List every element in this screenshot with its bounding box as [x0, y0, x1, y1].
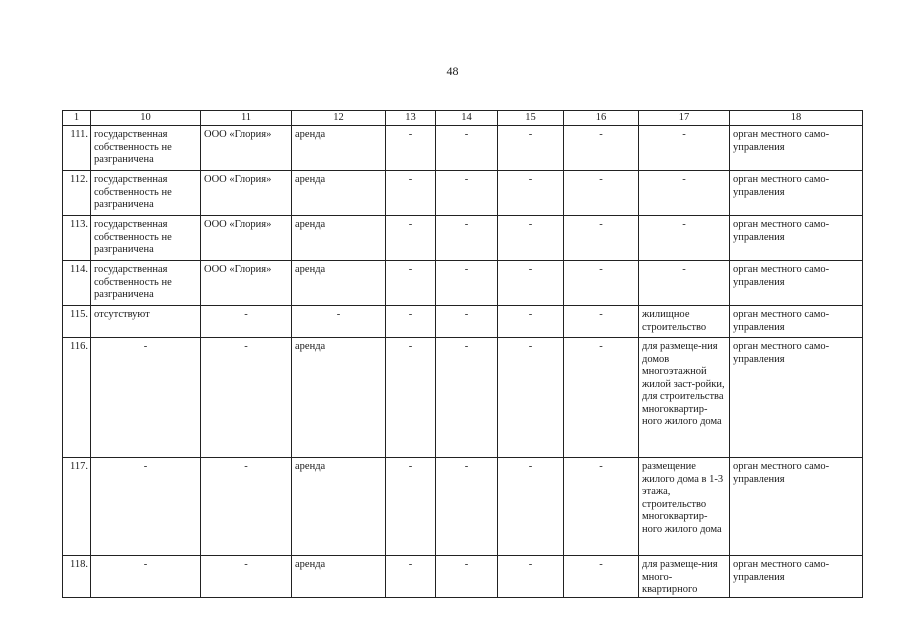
table-row — [63, 556, 863, 598]
table-cell: ООО «Глория» — [201, 261, 292, 306]
table-cell: - — [564, 458, 639, 556]
table-cell: ООО «Глория» — [201, 216, 292, 261]
column-header: 12 — [292, 111, 386, 126]
table-cell: государственная собственность не разграничена — [91, 261, 201, 306]
row-number: 116. — [63, 338, 91, 458]
table-cell: - — [436, 338, 498, 458]
table-cell: - — [436, 556, 498, 598]
row-number: 115. — [63, 306, 91, 338]
table-cell: - — [201, 338, 292, 458]
table-cell: - — [564, 126, 639, 171]
table-cell: аренда — [292, 126, 386, 171]
table-cell: - — [564, 171, 639, 216]
row-number: 111. — [63, 126, 91, 171]
table-cell: - — [436, 261, 498, 306]
table-cell: - — [386, 261, 436, 306]
table-row — [63, 126, 863, 171]
table-cell: - — [639, 171, 730, 216]
table-cell: орган местного само-управления — [730, 306, 863, 338]
table-cell: - — [498, 556, 564, 598]
column-header: 18 — [730, 111, 863, 126]
table-cell: - — [564, 306, 639, 338]
table-cell: - — [91, 556, 201, 598]
table-cell: - — [498, 458, 564, 556]
table-cell: орган местного само-управления — [730, 126, 863, 171]
table-cell: орган местного само-управления — [730, 556, 863, 598]
table-row — [63, 338, 863, 458]
table-cell: - — [436, 171, 498, 216]
column-header: 11 — [201, 111, 292, 126]
table-cell: - — [564, 338, 639, 458]
table-row — [63, 216, 863, 261]
row-number: 112. — [63, 171, 91, 216]
column-header: 13 — [386, 111, 436, 126]
table-cell: - — [201, 556, 292, 598]
table-cell: - — [498, 216, 564, 261]
table-cell: орган местного само-управления — [730, 261, 863, 306]
table-cell: - — [639, 126, 730, 171]
table-cell: ООО «Глория» — [201, 171, 292, 216]
header-row — [63, 111, 863, 126]
table-cell: - — [498, 126, 564, 171]
registry-table — [62, 110, 863, 598]
table-cell: - — [91, 458, 201, 556]
table-cell: государственная собственность не разграничена — [91, 126, 201, 171]
row-number: 113. — [63, 216, 91, 261]
table-cell: - — [436, 126, 498, 171]
table-cell: - — [498, 338, 564, 458]
table-cell: аренда — [292, 216, 386, 261]
row-number: 117. — [63, 458, 91, 556]
table-row — [63, 306, 863, 338]
table-cell: - — [498, 306, 564, 338]
page-number: 48 — [446, 64, 459, 78]
table-cell: размещение жилого дома в 1-3 этажа, строительство многоквартир-ного жилого дома — [639, 458, 730, 556]
table-cell: - — [436, 458, 498, 556]
table-cell: ООО «Глория» — [201, 126, 292, 171]
table-cell: аренда — [292, 458, 386, 556]
table-cell: - — [639, 261, 730, 306]
table-row — [63, 458, 863, 556]
table-cell: для размеще-ния много-квартирного — [639, 556, 730, 598]
row-number: 118. — [63, 556, 91, 598]
table-cell: - — [639, 216, 730, 261]
table-cell: - — [564, 261, 639, 306]
table-cell: - — [91, 338, 201, 458]
table-row — [63, 171, 863, 216]
table-cell: - — [386, 306, 436, 338]
table-cell: - — [386, 171, 436, 216]
table-cell: государственная собственность не разграничена — [91, 171, 201, 216]
table-cell: государственная собственность не разграничена — [91, 216, 201, 261]
table-cell: - — [436, 216, 498, 261]
table-cell: орган местного само-управления — [730, 171, 863, 216]
column-header: 15 — [498, 111, 564, 126]
table-cell: - — [292, 306, 386, 338]
table-cell: - — [386, 216, 436, 261]
table-cell: орган местного само-управления — [730, 458, 863, 556]
column-header: 1 — [63, 111, 91, 126]
row-number: 114. — [63, 261, 91, 306]
table-row — [63, 261, 863, 306]
table-cell: для размеще-ния домов многоэтажной жилой заст-ройки, для строительства многоквартир-ного жилого дома — [639, 338, 730, 458]
table-cell: - — [564, 216, 639, 261]
table-cell: орган местного само-управления — [730, 216, 863, 261]
table-cell: - — [436, 306, 498, 338]
table-cell: - — [564, 556, 639, 598]
table-cell: - — [386, 556, 436, 598]
table-cell: орган местного само-управления — [730, 338, 863, 458]
column-header: 17 — [639, 111, 730, 126]
table-cell: аренда — [292, 338, 386, 458]
table-cell: аренда — [292, 171, 386, 216]
table-cell: - — [201, 306, 292, 338]
table-cell: аренда — [292, 261, 386, 306]
table-cell: жилищное строительство — [639, 306, 730, 338]
table-cell: - — [201, 458, 292, 556]
table-cell: - — [386, 338, 436, 458]
table-cell: - — [386, 458, 436, 556]
table-cell: - — [386, 126, 436, 171]
table-cell: - — [498, 171, 564, 216]
column-header: 16 — [564, 111, 639, 126]
column-header: 14 — [436, 111, 498, 126]
column-header: 10 — [91, 111, 201, 126]
table-cell: - — [498, 261, 564, 306]
table-cell: отсутствуют — [91, 306, 201, 338]
table-cell: аренда — [292, 556, 386, 598]
